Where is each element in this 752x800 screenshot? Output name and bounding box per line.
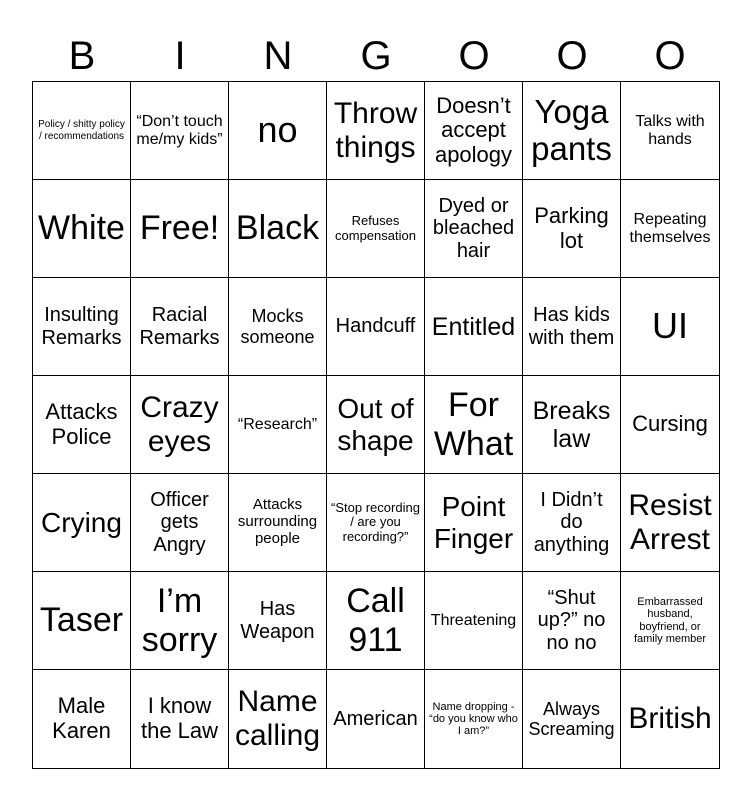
header-letter-n: N (263, 34, 293, 78)
bingo-cell: Crazy eyes (131, 376, 229, 474)
bingo-cell: Racial Remarks (131, 278, 229, 376)
bingo-cell: Attacks Police (33, 376, 131, 474)
header-letter-o-2: O (556, 34, 588, 78)
bingo-cell: UI (621, 278, 719, 376)
bingo-cell: “Stop recording / are you recording?” (327, 474, 425, 572)
bingo-cell: White (33, 180, 131, 278)
header-letter-i: I (174, 34, 186, 78)
bingo-cell: “Shut up?” no no no (523, 572, 621, 670)
bingo-cell: Mocks someone (229, 278, 327, 376)
bingo-cell: “Research” (229, 376, 327, 474)
bingo-cell: I know the Law (131, 670, 229, 768)
bingo-cell: Crying (33, 474, 131, 572)
bingo-cell: Has Weapon (229, 572, 327, 670)
bingo-cell: Entitled (425, 278, 523, 376)
bingo-cell: I’m sorry (131, 572, 229, 670)
header-letter-o-1: O (458, 34, 490, 78)
bingo-cell: Name dropping - “do you know who I am?” (425, 670, 523, 768)
bingo-cell: Has kids with them (523, 278, 621, 376)
bingo-cell: Threatening (425, 572, 523, 670)
bingo-cell: Resist Arrest (621, 474, 719, 572)
bingo-cell: Free! (131, 180, 229, 278)
bingo-header (33, 30, 719, 82)
bingo-cell: Taser (33, 572, 131, 670)
bingo-cell: Name calling (229, 670, 327, 768)
bingo-cell: Breaks law (523, 376, 621, 474)
header-letter-o-3: O (654, 34, 686, 78)
bingo-cell: I Didn’t do anything (523, 474, 621, 572)
bingo-cell: Policy / shitty policy / recommendations (33, 82, 131, 180)
bingo-cell: Attacks surrounding people (229, 474, 327, 572)
header-letter-g: G (360, 34, 392, 78)
bingo-cell: Embarrassed husband, boyfriend, or family member (621, 572, 719, 670)
header-letter-b: B (68, 34, 96, 78)
bingo-cell: Yoga pants (523, 82, 621, 180)
bingo-cell: Male Karen (33, 670, 131, 768)
bingo-cell: British (628, 702, 712, 736)
bingo-cell: Handcuff (327, 278, 425, 376)
bingo-cell: Throw things (327, 82, 425, 180)
bingo-cell: Call 911 (327, 572, 425, 670)
bingo-cell: Out of shape (327, 376, 425, 474)
bingo-cell: Officer gets Angry (131, 474, 229, 572)
bingo-cell: Repeating themselves (621, 180, 719, 278)
bingo-cell: Cursing (621, 376, 719, 474)
bingo-cell: Insulting Remarks (33, 278, 131, 376)
bingo-cell: “Don’t touch me/my kids” (131, 82, 229, 180)
bingo-cell: Doesn’t accept apology (425, 82, 523, 180)
bingo-cell: Parking lot (523, 180, 621, 278)
bingo-board (32, 81, 720, 769)
bingo-cell: Point Finger (425, 474, 523, 572)
bingo-cell: Refuses compensation (327, 180, 425, 278)
bingo-cell: Dyed or bleached hair (425, 180, 523, 278)
bingo-cell: Black (229, 180, 327, 278)
bingo-cell: Always Screaming (523, 670, 621, 768)
bingo-cell: Talks with hands (621, 82, 719, 180)
bingo-cell: American (327, 670, 425, 768)
bingo-cell: For What (425, 376, 523, 474)
bingo-cell: no (229, 82, 327, 180)
